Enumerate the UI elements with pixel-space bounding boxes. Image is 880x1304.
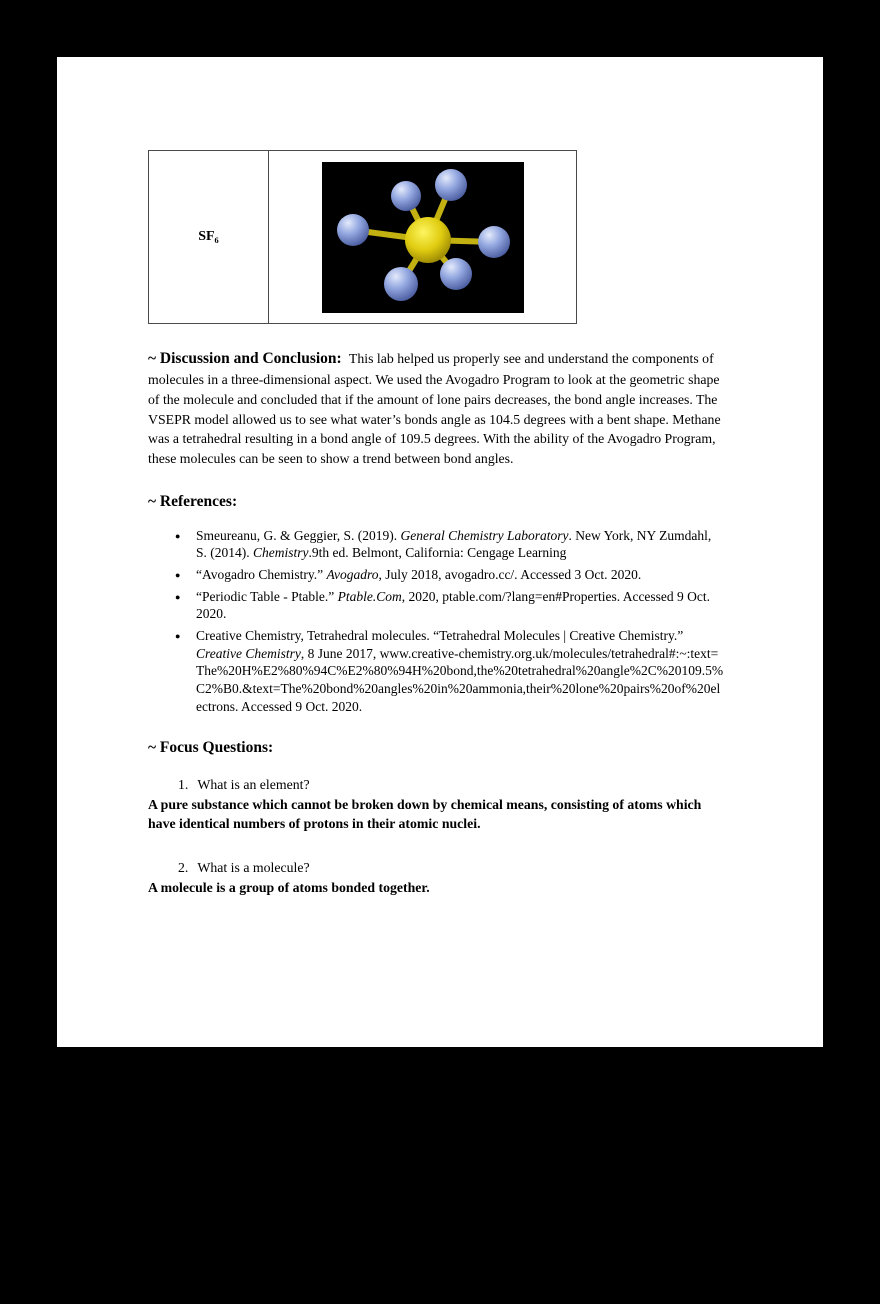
references-heading: ~ References: — [148, 492, 238, 510]
question-text: What is an element? — [197, 777, 310, 793]
discussion-heading: ~ Discussion and Conclusion: — [148, 350, 342, 367]
question-number: 2. — [178, 859, 189, 875]
discussion-text: This lab helped us properly see and understand the components of molecules in a three-dimensional aspect. We used the Avogadro Program to look at the geometric shape of the molecule and concluded that if the amount of lone pairs decreases, the bond angle increases. The VSEPR model allowed us to see what water’s bonds angle as 104.5 degrees with a bent shape. Methane was a tetrahedral resulting in a bond angle of 109.5 degrees. With the ability of the Avogadro Program, these molecules can be seen to show a trend between bond angles. — [148, 351, 721, 467]
reference-item — [175, 566, 725, 584]
reference-text: “Periodic Table - Ptable.” Ptable.Com, 2020, ptable.com/?lang=en#Properties. Accessed 9 Oct. 2020. — [196, 588, 711, 622]
document-page — [57, 57, 823, 1047]
molecule-image-cell — [269, 151, 577, 324]
bullet-marker: ● — [175, 591, 181, 602]
question-number: 1. — [178, 777, 189, 793]
bullet-marker: ● — [175, 631, 181, 642]
focus-question-2 — [178, 860, 725, 876]
question-text: What is a molecule? — [197, 859, 310, 875]
focus-question-1 — [178, 777, 725, 793]
discussion-paragraph — [148, 348, 725, 469]
sf6-molecule-image — [322, 162, 524, 313]
references-list — [175, 527, 725, 716]
focus-answer-2: A molecule is a group of atoms bonded together. — [148, 879, 430, 895]
reference-text: “Avogadro Chemistry.” Avogadro, July 2018, avogadro.cc/. Accessed 3 Oct. 2020. — [196, 567, 642, 583]
molecule-table-row — [149, 151, 577, 324]
reference-text: Creative Chemistry, Tetrahedral molecules. “Tetrahedral Molecules | Creative Chemistry.” Creative Chemistry, 8 June 2017, www.creative-chemistry.org.uk/molecules/tetrahedral#:~:text=The%20H%E2%80%94C%E2%80%94H%20bond,the%20tetrahedral%20angle%2C%20109.5%C2%B0.&text=The%20bond%20angles%20in%20ammonia,their%20lone%20pairs%20of%20electrons. Accessed 9 Oct. 2020. — [196, 628, 724, 714]
molecule-label: SF₆ — [198, 229, 219, 244]
reference-item — [175, 588, 725, 623]
reference-text: Smeureanu, G. & Geggier, S. (2019). General Chemistry Laboratory. New York, NY Zumdahl, S. (2014). Chemistry.9th ed. Belmont, California: Cengage Learning — [196, 527, 712, 561]
bullet-marker: ● — [175, 530, 181, 541]
focus-questions-heading: ~ Focus Questions: — [148, 739, 274, 757]
molecule-table — [148, 150, 577, 324]
focus-answer-1: A pure substance which cannot be broken down by chemical means, consisting of atoms which have identical numbers of protons in their atomic nuclei. — [148, 797, 702, 832]
bullet-marker: ● — [175, 570, 181, 581]
reference-item — [175, 627, 725, 715]
reference-item — [175, 527, 725, 562]
molecule-label-cell — [149, 151, 269, 324]
